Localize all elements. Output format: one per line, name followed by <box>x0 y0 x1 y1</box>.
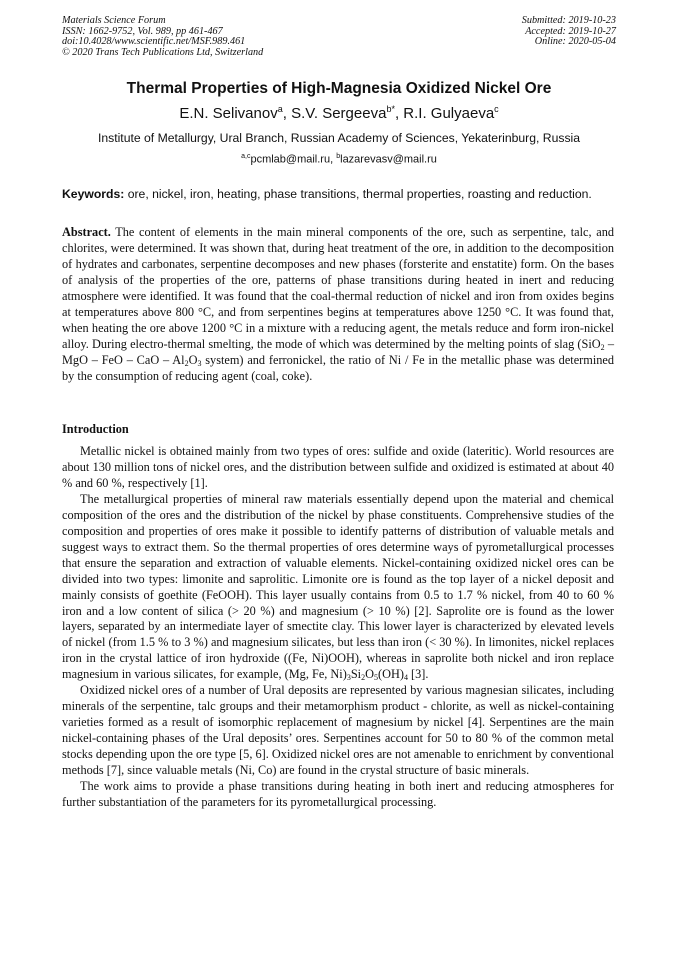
abstract <box>62 225 614 385</box>
journal-issn: ISSN: 1662-9752, Vol. 989, pp 461-467 <box>62 25 223 37</box>
intro-paragraph-3: Oxidized nickel ores of a number of Ural deposits are represented by various magnesian silicates, including minerals of the serpentine, talc groups and their metamorphism product - chlorite, as well as nickel-containing varieties formed as a result of isomorphic replacement of magnesium by nickel [4]. Serpentines are the main nickel-containing phases of the Ural deposits’ ores. Serpentines account for 50 to 80 % of the common metal stocks depending upon the ore type [5, 6]. Oxidized nickel ores are not amenable to enrichment by conventional methods [7], since valuable metals (Ni, Co) are found in the crystal structure of basic minerals. <box>62 683 614 778</box>
author-sup: a <box>277 104 283 114</box>
subscript: 3 <box>197 358 202 368</box>
journal-doi: doi:10.4028/www.scientific.net/MSF.989.461 <box>62 36 246 48</box>
abstract-text: The content of elements in the main mineral components of the ore, such as serpentine, talc, and chlorites, were determined. It was shown that, during heat treatment of the ore, in addition to the decomposition of hydrates and carbonates, serpentine decomposes and new phases (forsterite and enstatite) form. On the bases of analysis of the properties of the ore, patterns of phase transitions during heated in inert and reducing atmosphere were identified. It was found that the coal-thermal reduction of nickel and iron from oxides begins at temperatures above 800 °C, and from serpentines begins at temperatures above 1250 °C. It was found that, when heating the ore above 1200 °C in a mixture with a reducing agent, the metals reduce and form iron-nickel alloy. During electro-thermal smelting, the mode of which was determined by the melting points of slag (SiO <box>62 225 614 351</box>
intro-text: Si <box>350 667 362 682</box>
submission-dates <box>522 16 616 48</box>
email-link[interactable]: lazarevasv@mail.ru <box>340 153 437 166</box>
intro-paragraph-4: The work aims to provide a phase transitions during heating in both inert and reducing atmospheres for further substantiation of the parameters for its pyrometallurgical processing. <box>62 779 614 809</box>
submitted-date: Submitted: 2019-10-23 <box>521 15 616 26</box>
journal-copyright: © 2020 Trans Tech Publications Ltd, Switzerland <box>62 46 264 58</box>
author-sup: c <box>494 104 499 114</box>
intro-paragraph-2 <box>62 492 614 683</box>
abstract-text: O <box>188 352 198 367</box>
subscript: 2 <box>361 673 366 683</box>
intro-text: O <box>365 667 374 682</box>
email-sup: a,c <box>241 153 251 160</box>
abstract-text: – MgO – FeO – CaO – Al <box>62 336 614 367</box>
journal-info <box>62 16 263 58</box>
email-sup: b <box>336 153 341 160</box>
author-name: E.N. Selivanov <box>179 105 278 122</box>
intro-text: (OH) <box>377 667 404 682</box>
email-list: $^{a,c}$pcmlab@mail.ru, $^b$lazarevasv@mail.ru <box>241 153 437 166</box>
subscript: 2 <box>600 342 605 352</box>
subscript: 5 <box>373 673 378 683</box>
subscript: 2 <box>184 358 189 368</box>
intro-text: The metallurgical properties of mineral raw materials essentially depend upon the material and chemical composition of the ores and the distribution of the nickel by phase constituents. Comprehensive studies of the composition and properties of ores make it possible to identify patterns of distribution of valuable metals and suggest ways to extract them. So the thermal properties of ores determine ways of pyrometallurgical processes that ensure the separation and extraction of valuable elements. Nickel-containing oxidized nickel ores can be divided into two types: limonite and saprolitic. Limonite ore is found as the top layer of a nickel deposit and mainly consists of goethite (FeOOH). This layer usually contains from 0.5 to 1.7 % nickel, from 40 to 60 % iron and a low content of silica (> 20 %) and magnesium (> 10 %) [2]. Saprolite ore is found as the lower layers, separated by an intermediate layer of smectite clay. This lower layer is characterized by elevated levels of nickel (from 1.5 % to 3 %) and magnesium silicates, but less than iron (< 30 %). In limonites, nickel replaces iron in the crystal lattice of iron hydroxide ((Fe, Ni)OOH), whereas in saprolite both nickel and iron replace magnesium in various silicates, for example, (Mg, Fe, Ni) <box>62 491 614 682</box>
author-name: S.V. Sergeeva <box>291 105 387 122</box>
section-heading: Introduction <box>62 422 129 436</box>
email-link[interactable]: pcmlab@mail.ru <box>250 153 331 166</box>
subscript: 4 <box>403 673 408 683</box>
paper-title: Thermal Properties of High-Magnesia Oxidized Nickel Ore <box>126 80 552 97</box>
intro-paragraph-1: Metallic nickel is obtained mainly from two types of ores: sulfide and oxide (lateritic). World resources are about 130 million tons of nickel ores, and the distribution between sulfide and oxidized is estimated at about 40 % and 60 %, respectively [1]. <box>62 444 614 490</box>
online-date: Online: 2020-05-04 <box>534 36 616 48</box>
journal-name: Materials Science Forum <box>62 15 166 26</box>
intro-text: [3]. <box>407 667 429 682</box>
affiliation: Institute of Metallurgy, Ural Branch, Russian Academy of Sciences, Yekaterinburg, Russia <box>97 131 581 145</box>
author-name: R.I. Gulyaeva <box>403 105 495 122</box>
abstract-label: Abstract. <box>62 225 111 239</box>
abstract-text: system) and ferronickel, the ratio of Ni / Fe in the metallic phase was determined by the consumption of reducing agent (coal, coke). <box>62 352 614 383</box>
author-sup: b* <box>386 104 395 114</box>
abstract-paragraph <box>62 225 614 385</box>
introduction-body <box>62 444 614 811</box>
accepted-date: Accepted: 2019-10-27 <box>525 25 616 37</box>
keywords-label: Keywords: <box>62 187 125 201</box>
keywords-text: ore, nickel, iron, heating, phase transitions, thermal properties, roasting and reduction. <box>127 187 592 201</box>
subscript: 3 <box>346 673 351 683</box>
author-list: E.N. Selivanov$^a$, S.V. Sergeeva$^{b*}$, R.I. Gulyaeva$^c$ <box>179 104 499 122</box>
keywords <box>62 187 622 201</box>
